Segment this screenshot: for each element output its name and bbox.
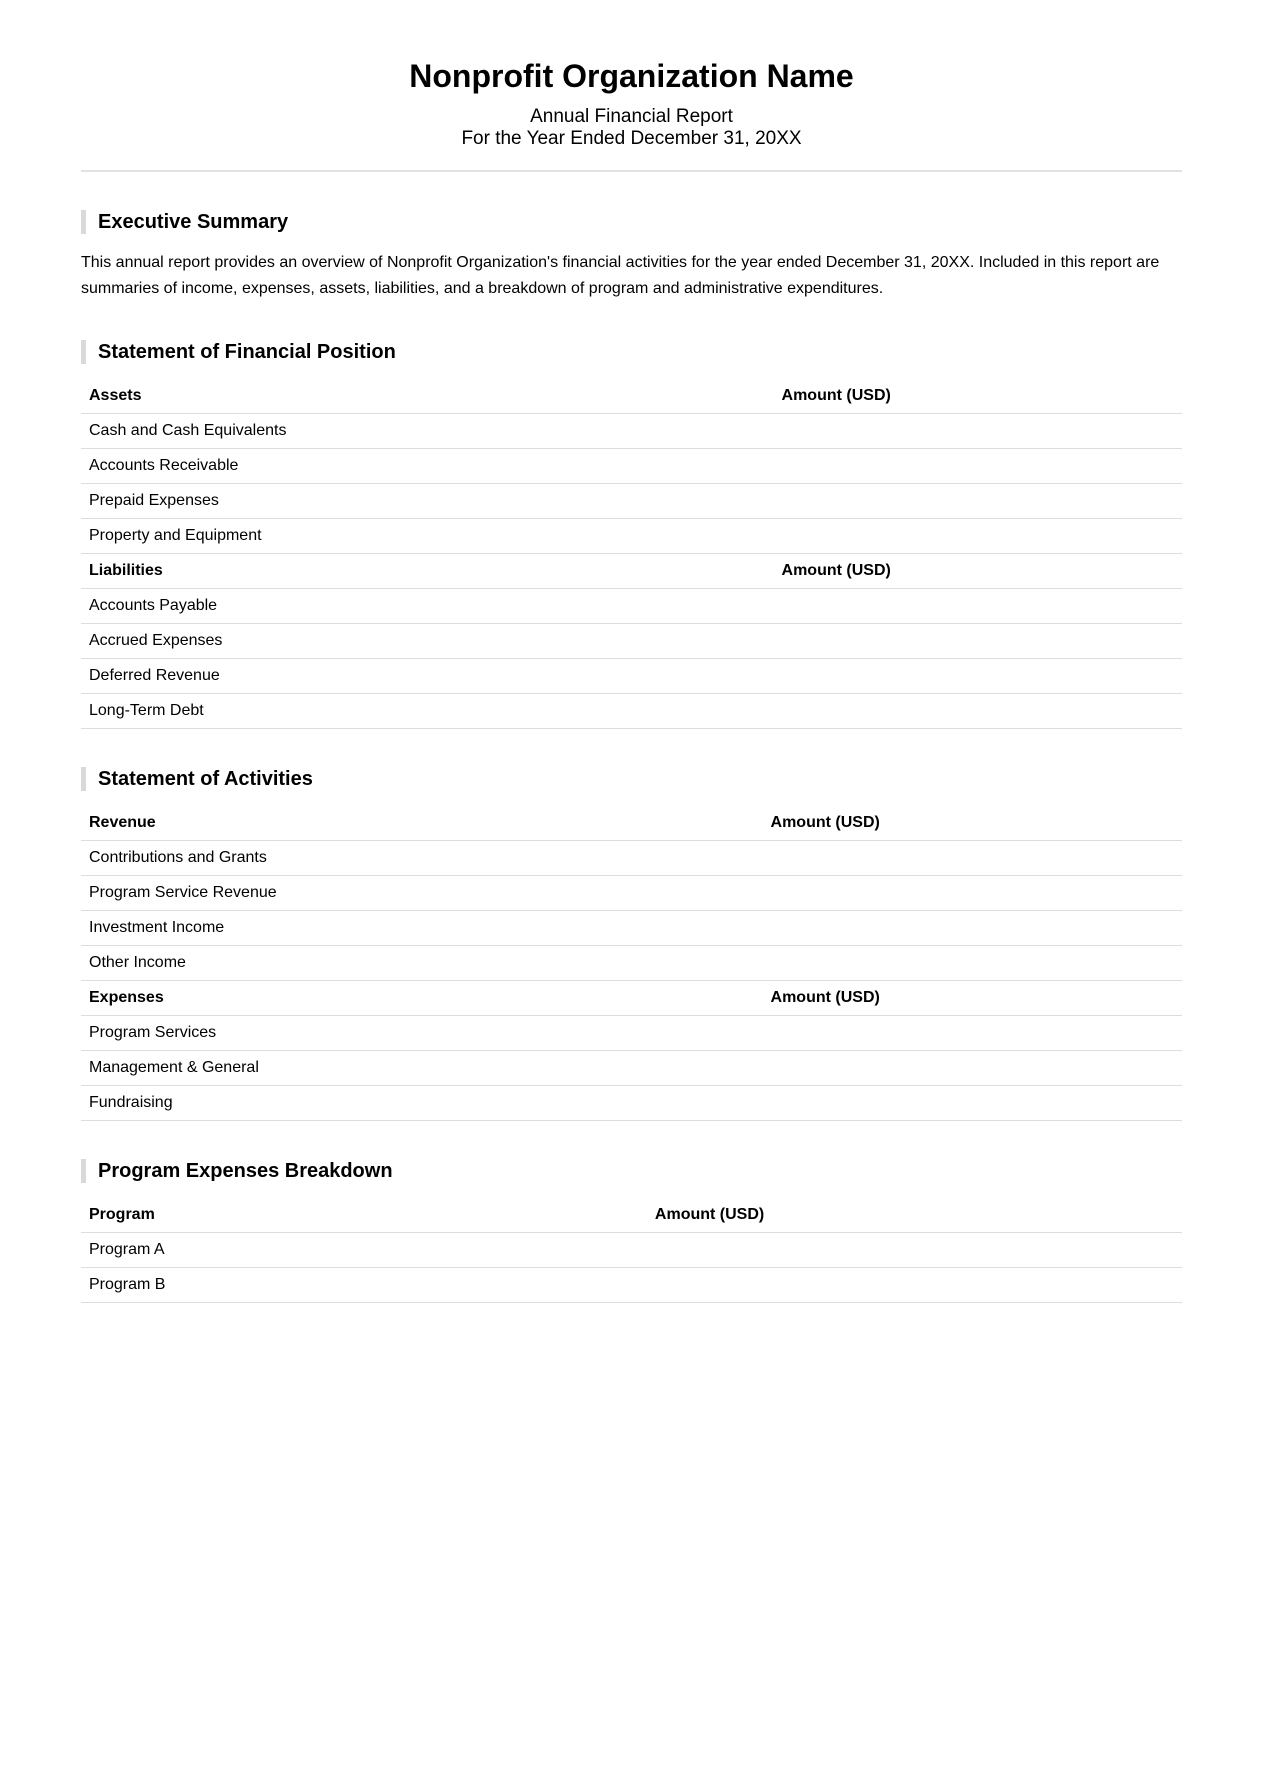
executive-summary-text: This annual report provides an overview of Nonprofit Organization's financial activities for the year ended December 31, 20XX. Included in this report are summaries of income, expenses, assets, liabilities, and a breakdown of program and administrative expenditures. bbox=[81, 254, 1160, 297]
table-row bbox=[81, 946, 1182, 981]
table-row bbox=[81, 841, 1182, 876]
activities-title: Statement of Activities bbox=[81, 767, 1182, 791]
row-label: Program A bbox=[81, 1233, 647, 1268]
row-label: Accrued Expenses bbox=[81, 624, 774, 659]
table-row bbox=[81, 484, 1182, 519]
table-row bbox=[81, 876, 1182, 911]
row-label: Program Services bbox=[81, 1016, 763, 1051]
amount-header: Amount (USD) bbox=[774, 379, 1182, 414]
table-row bbox=[81, 1051, 1182, 1086]
row-label: Program Service Revenue bbox=[81, 876, 763, 911]
row-amount bbox=[774, 449, 1182, 484]
report-header bbox=[81, 56, 1182, 172]
row-label: Accounts Payable bbox=[81, 589, 774, 624]
organization-name: Nonprofit Organization Name bbox=[409, 58, 854, 94]
row-amount bbox=[774, 659, 1182, 694]
program-header-row bbox=[81, 1198, 1182, 1233]
amount-header: Amount (USD) bbox=[774, 554, 1182, 589]
table-row bbox=[81, 519, 1182, 554]
report-page bbox=[81, 0, 1182, 1303]
financial-position-title: Statement of Financial Position bbox=[81, 340, 1182, 364]
table-row bbox=[81, 694, 1182, 729]
row-label: Long-Term Debt bbox=[81, 694, 774, 729]
row-amount bbox=[774, 484, 1182, 519]
revenue-header: Revenue bbox=[81, 806, 763, 841]
table-row bbox=[81, 1233, 1182, 1268]
row-amount bbox=[774, 624, 1182, 659]
row-amount bbox=[774, 519, 1182, 554]
liabilities-header: Liabilities bbox=[81, 554, 774, 589]
expenses-header-row bbox=[81, 981, 1182, 1016]
program-header: Program bbox=[81, 1198, 647, 1233]
table-row bbox=[81, 414, 1182, 449]
row-amount bbox=[774, 414, 1182, 449]
row-label: Cash and Cash Equivalents bbox=[81, 414, 774, 449]
table-row bbox=[81, 624, 1182, 659]
row-label: Other Income bbox=[81, 946, 763, 981]
row-amount bbox=[763, 876, 1182, 911]
row-label: Contributions and Grants bbox=[81, 841, 763, 876]
row-amount bbox=[763, 911, 1182, 946]
table-row bbox=[81, 911, 1182, 946]
amount-header: Amount (USD) bbox=[763, 981, 1182, 1016]
row-amount bbox=[763, 946, 1182, 981]
row-amount bbox=[763, 841, 1182, 876]
program-breakdown-title: Program Expenses Breakdown bbox=[81, 1159, 1182, 1183]
row-label: Management & General bbox=[81, 1051, 763, 1086]
row-amount bbox=[763, 1051, 1182, 1086]
financial-position-section bbox=[81, 340, 1182, 729]
row-label: Property and Equipment bbox=[81, 519, 774, 554]
activities-section bbox=[81, 767, 1182, 1121]
row-amount bbox=[774, 694, 1182, 729]
program-breakdown-section bbox=[81, 1159, 1182, 1303]
row-label: Program B bbox=[81, 1268, 647, 1303]
amount-header: Amount (USD) bbox=[647, 1198, 1182, 1233]
table-row bbox=[81, 1268, 1182, 1303]
report-title: Annual Financial Report bbox=[530, 106, 733, 127]
row-label: Fundraising bbox=[81, 1086, 763, 1121]
report-period: For the Year Ended December 31, 20XX bbox=[461, 128, 802, 149]
row-label: Deferred Revenue bbox=[81, 659, 774, 694]
assets-header: Assets bbox=[81, 379, 774, 414]
row-label: Investment Income bbox=[81, 911, 763, 946]
table-row bbox=[81, 589, 1182, 624]
row-amount bbox=[647, 1233, 1182, 1268]
financial-position-table bbox=[81, 379, 1182, 729]
executive-summary-title: Executive Summary bbox=[81, 210, 1182, 234]
expenses-header: Expenses bbox=[81, 981, 763, 1016]
executive-summary-section bbox=[81, 210, 1182, 302]
amount-header: Amount (USD) bbox=[763, 806, 1182, 841]
row-amount bbox=[647, 1268, 1182, 1303]
revenue-header-row bbox=[81, 806, 1182, 841]
assets-header-row bbox=[81, 379, 1182, 414]
row-amount bbox=[763, 1086, 1182, 1121]
table-row bbox=[81, 1086, 1182, 1121]
table-row bbox=[81, 449, 1182, 484]
table-row bbox=[81, 659, 1182, 694]
liabilities-header-row bbox=[81, 554, 1182, 589]
row-label: Accounts Receivable bbox=[81, 449, 774, 484]
program-breakdown-table bbox=[81, 1198, 1182, 1303]
row-label: Prepaid Expenses bbox=[81, 484, 774, 519]
activities-table bbox=[81, 806, 1182, 1121]
row-amount bbox=[774, 589, 1182, 624]
table-row bbox=[81, 1016, 1182, 1051]
row-amount bbox=[763, 1016, 1182, 1051]
